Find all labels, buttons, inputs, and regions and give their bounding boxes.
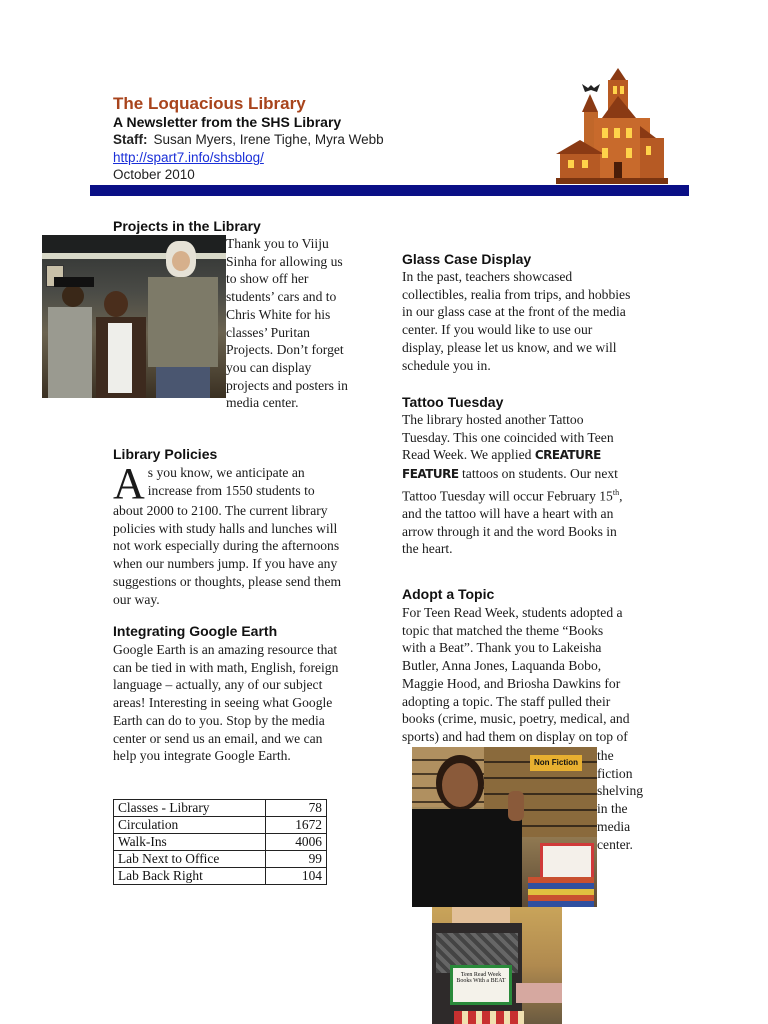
table-row — [114, 851, 327, 868]
projects-heading: Projects in the Library — [113, 218, 261, 234]
stat-value: 1672 — [266, 817, 327, 834]
table-row — [114, 800, 327, 817]
projects-line: students’ cars and to — [226, 289, 337, 305]
projects-line: Thank you to Viiju — [226, 236, 329, 251]
newsletter-subtitle: A Newsletter from the SHS Library — [113, 114, 342, 130]
staff-line — [113, 132, 384, 147]
tattoo-line — [402, 465, 670, 484]
adopt-line: shelving — [597, 783, 644, 799]
table-row — [114, 817, 327, 834]
tattoo-text-fragment: Read Week. We applied — [402, 447, 535, 463]
stat-label: Circulation — [114, 817, 266, 834]
policies-line: about 2000 to 2100. The current library — [113, 503, 328, 518]
stat-label: Lab Next to Office — [114, 851, 266, 868]
tattoo-heading: Tattoo Tuesday — [402, 394, 504, 410]
teen-read-week-card: Teen Read Week Books With a BEAT — [450, 965, 512, 1005]
stat-value: 99 — [266, 851, 327, 868]
adopt-tail-text — [597, 747, 669, 853]
earth-line: center or send us an email, and we can — [113, 730, 323, 746]
adopt-text — [402, 604, 670, 746]
tattoo-line: The library hosted another Tattoo — [402, 412, 584, 427]
policies-line: s you know, we anticipate an — [147, 465, 305, 480]
policies-line: increase from 1550 students to — [147, 482, 315, 498]
newsletter-title: The Loquacious Library — [113, 94, 306, 113]
tattoo-line: the heart. — [402, 541, 453, 557]
earth-line: areas! Interesting in seeing what Google — [113, 695, 333, 711]
adopt-line: media — [597, 818, 631, 834]
glass-line: collectibles, realia from trips, and hobbies — [402, 286, 631, 302]
policies-line: suggestions or thoughts, please send them — [113, 573, 342, 589]
glass-text — [402, 268, 668, 374]
tattoo-line: Tuesday. This one coincided with Teen — [402, 429, 614, 445]
tattoo-text — [402, 411, 670, 558]
glass-heading: Glass Case Display — [402, 251, 532, 267]
header-rule — [90, 185, 689, 196]
adopt-line: adopting a topic. The staff pulled their — [402, 693, 611, 709]
projects-line: Chris White for his — [226, 306, 331, 322]
projects-line: Projects. Don’t forget — [226, 342, 344, 358]
adopt-line: books (crime, music, poetry, medical, and — [402, 711, 630, 727]
adopt-line: topic that matched the theme “Books — [402, 622, 604, 638]
tattoo-text-fragment: tattoos on students. Our next — [458, 466, 618, 482]
issue-date: October 2010 — [113, 167, 195, 182]
glass-line: in our glass case at the front of the media — [402, 304, 626, 320]
projects-line: classes’ Puritan — [226, 324, 310, 340]
adopt-heading: Adopt a Topic — [402, 586, 495, 602]
glass-line: center. If you would like to use our — [402, 322, 593, 338]
adopt-line: Butler, Anna Jones, Laquanda Bobo, — [402, 658, 602, 674]
earth-line: language – actually, any of our subject — [113, 677, 323, 693]
table-row — [114, 834, 327, 851]
projects-line: Sinha for allowing us — [226, 253, 343, 269]
projects-line: media center. — [226, 395, 299, 411]
adopt-line: sports) and had them on display on top of — [402, 728, 628, 744]
stat-value: 104 — [266, 868, 327, 885]
earth-heading: Integrating Google Earth — [113, 623, 278, 639]
adopt-line: center. — [597, 836, 633, 852]
adopt-line: with a Beat”. Thank you to Lakeisha — [402, 640, 602, 656]
glass-line: schedule you in. — [402, 357, 491, 373]
glass-line: In the past, teachers showcased — [402, 269, 573, 284]
policies-heading: Library Policies — [113, 446, 218, 462]
projects-line: you can display — [226, 359, 312, 375]
table-row — [114, 868, 327, 885]
tattoo-text-fragment: Tattoo Tuesday will occur February 15 — [402, 488, 613, 504]
adopt-line: in the — [597, 801, 628, 817]
adopt-line: fiction — [597, 765, 633, 781]
haunted-house-icon — [556, 66, 672, 196]
staff-label: Staff: — [113, 132, 148, 147]
students-photo — [42, 235, 226, 398]
adopt-line: Maggie Hood, and Briosha Dawkins for — [402, 675, 621, 691]
blog-link[interactable]: http://spart7.info/shsblog/ — [113, 150, 264, 165]
student-display-photo — [412, 747, 597, 907]
dropcap-letter: A — [113, 459, 145, 508]
adopt-line: For Teen Read Week, students adopted a — [402, 605, 623, 620]
feature-word: FEATURE — [402, 467, 459, 482]
glass-line: display, please let us know, and we will — [402, 339, 617, 355]
policies-line: policies with study halls and lunches will — [113, 520, 338, 536]
stat-label: Lab Back Right — [114, 868, 266, 885]
earth-line: help you integrate Google Earth. — [113, 748, 291, 764]
earth-text — [113, 641, 375, 765]
adopt-line: the — [597, 748, 614, 763]
projects-line: to show off her — [226, 271, 309, 287]
ordinal-suffix: th — [612, 487, 620, 497]
stat-value: 4006 — [266, 834, 327, 851]
staff-names: Susan Myers, Irene Tighe, Myra Webb — [153, 132, 384, 147]
projects-line: projects and posters in — [226, 377, 348, 393]
tattoo-text-fragment: , — [619, 488, 623, 504]
tattoo-line — [402, 484, 670, 505]
stat-label: Classes - Library — [114, 800, 266, 817]
stats-table — [113, 799, 327, 885]
earth-line: Google Earth is an amazing resource that — [113, 642, 338, 657]
tattoo-line — [402, 446, 670, 465]
staff-display-photo — [432, 907, 562, 1024]
nonfiction-sign: Non Fiction — [530, 755, 582, 771]
policies-text — [113, 459, 373, 608]
earth-line: Earth can do to you. Stop by the media — [113, 712, 325, 728]
earth-line: can be tied in with math, English, foreign — [113, 659, 339, 675]
stat-label: Walk-Ins — [114, 834, 266, 851]
creature-word: CREATURE — [534, 448, 601, 463]
policies-line: our way. — [113, 591, 160, 607]
policies-line: when our numbers jump. If you have any — [113, 556, 338, 572]
tattoo-line: arrow through it and the word Books in — [402, 523, 617, 539]
tattoo-line: and the tattoo will have a heart with an — [402, 506, 614, 522]
stat-value: 78 — [266, 800, 327, 817]
projects-text — [226, 235, 376, 412]
policies-line: not work especially during the afternoons — [113, 538, 340, 554]
